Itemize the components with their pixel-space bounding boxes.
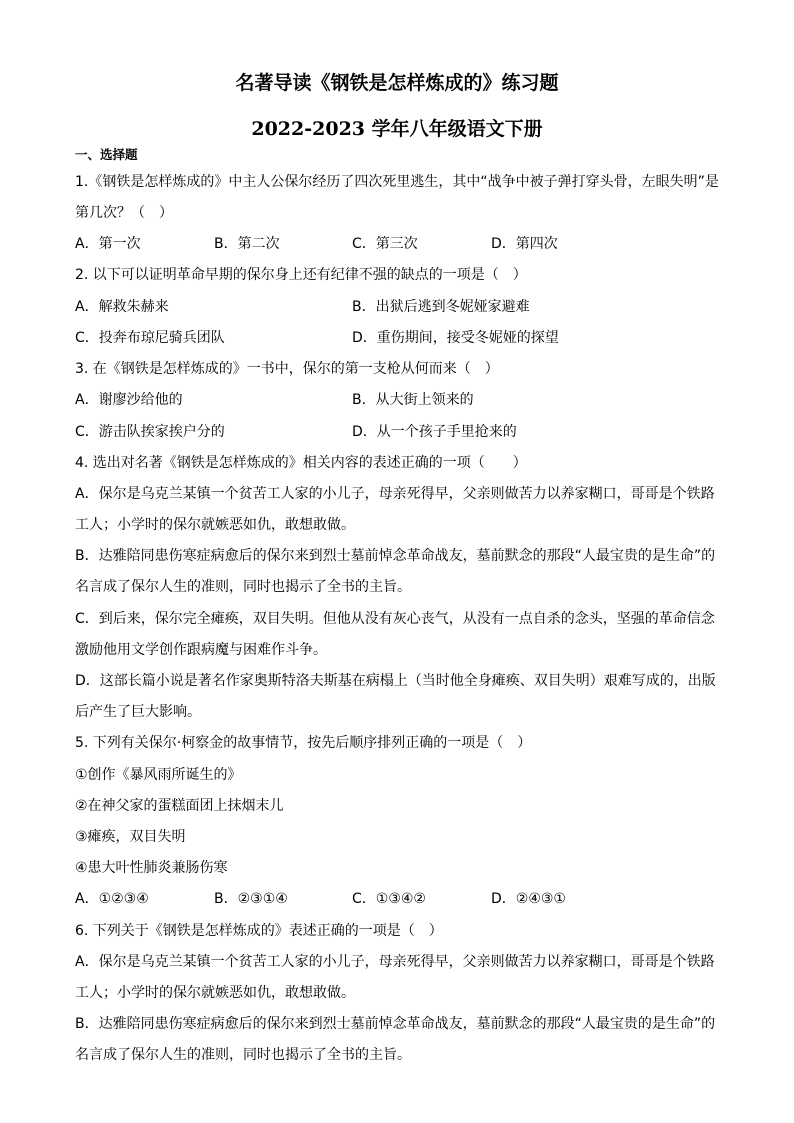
q1-option-c: C．第三次	[352, 236, 418, 252]
q3-option-a: A．谢廖沙给他的	[75, 392, 183, 408]
q2-option-b: B．出狱后逃到冬妮娅家避难	[352, 299, 530, 315]
q5-option-c: C．①③④②	[352, 891, 426, 907]
q4-option-c-cont: 激励他用文学创作跟病魔与困难作斗争。	[75, 642, 327, 658]
page-subtitle: 2022-2023 学年八年级语文下册	[251, 118, 543, 140]
question-2-stem: 2. 以下可以证明革命早期的保尔身上还有纪律不强的缺点的一项是（ ）	[75, 267, 527, 283]
q5-item-1: ①创作《暴风雨所诞生的》	[75, 767, 242, 783]
q5-option-a: A．①②③④	[75, 891, 149, 907]
q4-option-d-cont: 后产生了巨大影响。	[75, 704, 201, 720]
question-3-stem: 3. 在《钢铁是怎样炼成的》一书中，保尔的第一支枪从何而来（ ）	[75, 361, 499, 377]
q3-option-d: D．从一个孩子手里抢来的	[352, 424, 517, 440]
q5-option-b: B．②③①④	[214, 891, 288, 907]
q2-option-d: D．重伤期间，接受冬妮娅的探望	[352, 330, 559, 346]
q6-option-b: B．达雅陪同患伤寒症病愈后的保尔来到烈士墓前悼念革命战友，墓前默念的那段“人最宝贵的是生命”的	[75, 1016, 716, 1032]
q3-option-b: B．从大街上领来的	[352, 392, 474, 408]
question-6-stem: 6. 下列关于《钢铁是怎样炼成的》表述正确的一项是（ ）	[75, 923, 443, 939]
question-1-stem: 1.《钢铁是怎样炼成的》中主人公保尔经历了四次死里逃生，其中“战争中被子弹打穿头骨，左眼失明”是	[75, 174, 719, 190]
q5-option-d: D．②④③①	[491, 891, 566, 907]
q4-option-a-cont: 工人；小学时的保尔就嫉恶如仇，敢想敢做。	[75, 517, 355, 533]
q4-option-c: C．到后来，保尔完全瘫痪，双目失明。但他从没有灰心丧气，从没有一点自杀的念头，坚强的革命信念	[75, 611, 715, 627]
q2-option-c: C．投奔布琼尼骑兵团队	[75, 330, 225, 346]
q4-option-b-cont: 名言成了保尔人生的准则，同时也揭示了全书的主旨。	[75, 579, 411, 595]
section-heading: 一、选择题	[75, 147, 138, 162]
q4-option-a: A．保尔是乌克兰某镇一个贫苦工人家的小儿子，母亲死得早，父亲则做苦力以养家糊口，哥哥是个铁路	[75, 486, 715, 502]
q1-option-b: B．第二次	[214, 236, 280, 252]
question-1-stem-cont: 第几次？（ ）	[75, 205, 173, 221]
q5-item-3: ③瘫痪，双目失明	[75, 829, 186, 845]
question-5-stem: 5. 下列有关保尔·柯察金的故事情节，按先后顺序排列正确的一项是（ ）	[75, 735, 532, 751]
q4-option-d: D．这部长篇小说是著名作家奥斯特洛夫斯基在病榻上（当时他全身瘫痪、双目失明）艰难写成的，出版	[75, 673, 716, 689]
q1-option-d: D．第四次	[491, 236, 558, 252]
q3-option-c: C．游击队挨家挨户分的	[75, 424, 225, 440]
q6-option-b-cont: 名言成了保尔人生的准则，同时也揭示了全书的主旨。	[75, 1047, 411, 1063]
q4-option-b: B．达雅陪同患伤寒症病愈后的保尔来到烈士墓前悼念革命战友，墓前默念的那段“人最宝贵的是生命”的	[75, 548, 716, 564]
page-title: 名著导读《钢铁是怎样炼成的》练习题	[235, 72, 559, 94]
question-4-stem: 4. 选出对名著《钢铁是怎样炼成的》相关内容的表述正确的一项（ ）	[75, 455, 527, 471]
q1-option-a: A．第一次	[75, 236, 141, 252]
q2-option-a: A．解救朱赫来	[75, 299, 169, 315]
q5-item-4: ④患大叶性肺炎兼肠伤寒	[75, 860, 228, 876]
q6-option-a: A．保尔是乌克兰某镇一个贫苦工人家的小儿子，母亲死得早，父亲则做苦力以养家糊口，哥哥是个铁路	[75, 954, 715, 970]
q6-option-a-cont: 工人；小学时的保尔就嫉恶如仇，敢想敢做。	[75, 985, 355, 1001]
q5-item-2: ②在神父家的蛋糕面团上抹烟末儿	[75, 798, 284, 814]
